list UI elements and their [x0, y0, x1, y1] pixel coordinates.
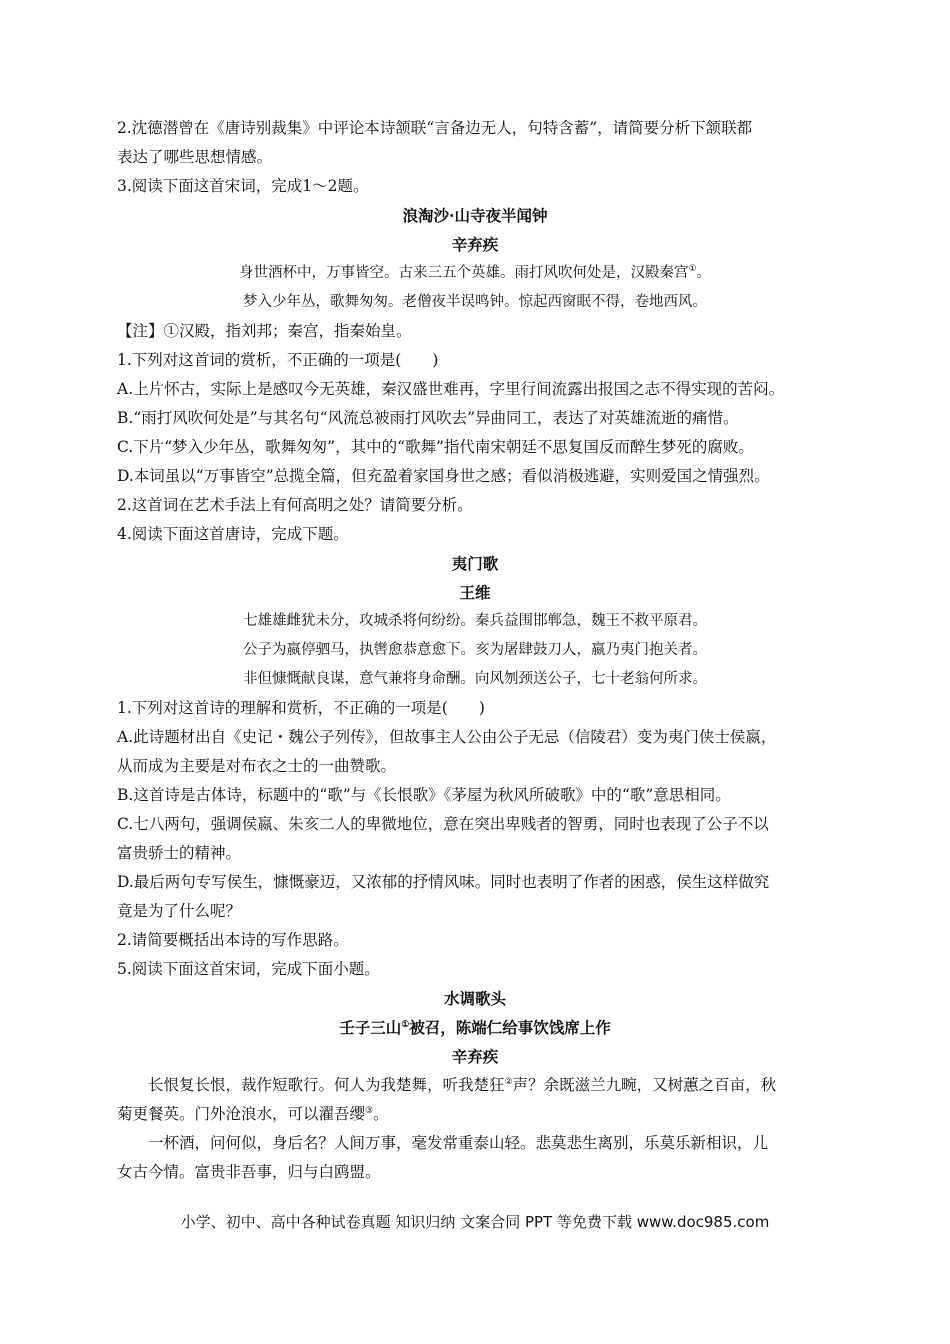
section-3-option-a: A.上片怀古，实际上是感叹今无英雄，秦汉盛世难再，字里行间流露出报国之志不得实现的苦闷。	[117, 380, 785, 398]
footnote-mark: ③	[365, 1105, 374, 1116]
section-4-option-b: B.这首诗是古体诗，标题中的“歌”与《长恨歌》《茅屋为秋风所破歌》中的“歌”意思相同。	[117, 786, 731, 804]
section-3-intro: 3.阅读下面这首宋词，完成1～2题。	[117, 177, 369, 195]
section-5-intro: 5.阅读下面这首宋词，完成下面小题。	[117, 960, 380, 978]
document-body	[117, 114, 833, 1187]
section-5-paragraph-2: 一杯酒，问何似，身后名？人间万事，毫发常重泰山轻。悲莫悲生离别，乐莫乐新相识，儿 女古今情。富贵非吾事，归与白鸥盟。	[117, 1134, 769, 1181]
section-3-option-b: B.“雨打风吹何处是”与其名句“风流总被雨打风吹去”异曲同工，表达了对英雄流逝的痛惜。	[117, 409, 739, 427]
section-4-poem-line-1: 七雄雄雌犹未分，攻城杀将何纷纷。秦兵益围邯郸急，魏王不救平原君。	[243, 613, 707, 629]
question-2-line-2: 表达了哪些思想情感。	[117, 148, 273, 166]
section-4-poem-author: 王维	[459, 583, 491, 602]
section-4-option-a-line-2: 从而成为主要是对布衣之士的一曲赞歌。	[117, 757, 397, 775]
section-4-option-d-line-2: 竟是为了什么呢？	[117, 902, 242, 920]
section-5-poem-title: 水调歌头	[443, 989, 506, 1008]
section-3-poem-title: 浪淘沙·山寺夜半闻钟	[402, 206, 548, 225]
footnote-mark: ①	[401, 1019, 410, 1030]
section-4-option-c-line-1: C.七八两句，强调侯嬴、朱亥二人的卑微地位，意在突出卑贱者的智勇，同时也表现了公子不以	[117, 815, 769, 833]
section-3-note: 【注】①汉殿，指刘邦；秦宫，指秦始皇。	[117, 322, 412, 340]
question-2-line-1: 2.沈德潜曾在《唐诗别裁集》中评论本诗颔联“言备边无人，句特含蓄”，请简要分析下颔联都	[117, 119, 753, 137]
section-4-poem-line-3: 非但慷慨献良谋，意气兼将身命酬。向风刎颈送公子，七十老翁何所求。	[243, 671, 707, 687]
section-3-option-c: C.下片“梦入少年丛，歌舞匆匆”，其中的“歌舞”指代南宋朝廷不思复国反而醉生梦死的腐败。	[117, 438, 754, 456]
section-4-poem-line-2: 公子为嬴停驷马，执辔愈恭意愈下。亥为屠肆鼓刀人，嬴乃夷门抱关者。	[243, 642, 707, 658]
section-4-option-d-line-1: D.最后两句专写侯生，慷慨豪迈，又浓郁的抒情风味。同时也表明了作者的困惑，侯生这样做究	[117, 873, 770, 891]
footnote-mark: ①	[688, 264, 697, 275]
section-4-question-2: 2.请简要概括出本诗的写作思路。	[117, 931, 349, 949]
section-4-question-1: 1.下列对这首诗的理解和赏析，不正确的一项是( )	[117, 699, 485, 717]
section-3-option-d: D.本词虽以“万事皆空”总揽全篇，但充盈着家国身世之感；看似消极逃避，实则爱国之情强烈。	[117, 467, 770, 485]
page-footer: 小学、初中、高中各种试卷真题 知识归纳 文案合同 PPT 等免费下载 www.doc985.com	[180, 1213, 770, 1231]
section-5-paragraph-1: 长恨复长恨，裁作短歌行。何人为我楚舞，听我楚狂②声？余既滋兰九畹，又树蕙之百亩，秋 菊更餐英。门外沧浪水，可以濯吾缨③。	[117, 1076, 777, 1123]
footnote-mark: ②	[504, 1076, 513, 1087]
section-4-option-c-line-2: 富贵骄士的精神。	[117, 844, 242, 862]
section-5-poem-author: 辛弃疾	[451, 1047, 499, 1066]
section-3-poem-line-1: 身世酒杯中，万事皆空。古来三五个英雄。雨打风吹何处是，汉殿秦宫①。	[238, 264, 712, 281]
section-3-poem-author: 辛弃疾	[451, 235, 499, 254]
section-3-question-1: 1.下列对这首词的赏析，不正确的一项是( )	[117, 351, 439, 369]
section-4-poem-title: 夷门歌	[451, 554, 499, 573]
section-4-option-a-line-1: A.此诗题材出自《史记・魏公子列传》，但故事主人公由公子无忌（信陵君）变为夷门侠士侯嬴，	[117, 728, 777, 746]
section-5-poem-subtitle: 壬子三山①被召，陈端仁给事饮饯席上作	[339, 1018, 611, 1037]
section-4-intro: 4.阅读下面这首唐诗，完成下题。	[117, 525, 349, 543]
section-3-poem-line-2: 梦入少年丛，歌舞匆匆。老僧夜半误鸣钟。惊起西窗眠不得，卷地西风。	[243, 294, 707, 310]
section-3-question-2: 2.这首词在艺术手法上有何高明之处？请简要分析。	[117, 496, 473, 514]
